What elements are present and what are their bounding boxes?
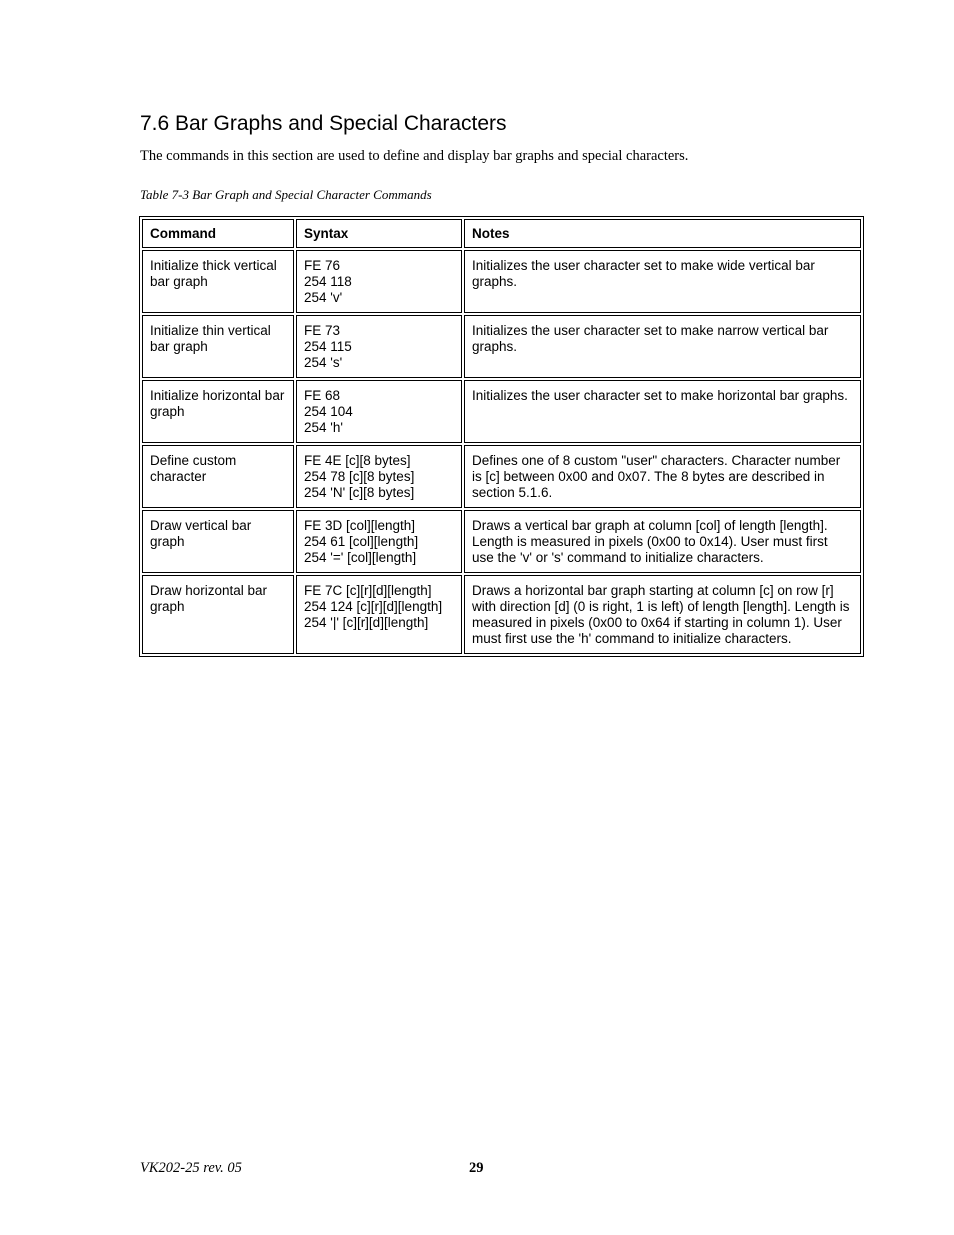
notes-cell: Initializes the user character set to make narrow vertical bar graphs. bbox=[464, 315, 861, 378]
table-row bbox=[142, 315, 861, 378]
syntax-hex: FE 7C [c][r][d][length] bbox=[304, 583, 432, 598]
syntax-decimal: 254 61 [col][length] bbox=[304, 534, 419, 549]
syntax-hex: FE 3D [col][length] bbox=[304, 518, 416, 533]
syntax-cell bbox=[296, 315, 462, 378]
syntax-hex: FE 4E [c][8 bytes] bbox=[304, 453, 411, 468]
syntax-ascii: 254 'h' bbox=[304, 420, 343, 435]
command-cell: Draw horizontal bar graph bbox=[142, 575, 294, 654]
syntax-decimal: 254 78 [c][8 bytes] bbox=[304, 469, 415, 484]
header-notes: Notes bbox=[464, 219, 861, 248]
syntax-ascii: 254 '|' [c][r][d][length] bbox=[304, 615, 429, 630]
syntax-decimal: 254 115 bbox=[304, 339, 352, 354]
syntax-cell bbox=[296, 510, 462, 573]
table-row bbox=[142, 380, 861, 443]
command-table bbox=[139, 216, 864, 657]
syntax-decimal: 254 118 bbox=[304, 274, 352, 289]
notes-cell: Initializes the user character set to make horizontal bar graphs. bbox=[464, 380, 861, 443]
syntax-hex: FE 73 bbox=[304, 323, 341, 338]
command-cell: Define custom character bbox=[142, 445, 294, 508]
command-cell: Initialize horizontal bar graph bbox=[142, 380, 294, 443]
section-intro: The commands in this section are used to define and display bar graphs and special characters. bbox=[140, 148, 689, 164]
syntax-cell bbox=[296, 445, 462, 508]
section-title: 7.6 Bar Graphs and Special Characters bbox=[140, 112, 507, 135]
command-cell: Initialize thin vertical bar graph bbox=[142, 315, 294, 378]
header-command: Command bbox=[142, 219, 294, 248]
syntax-ascii: 254 'v' bbox=[304, 290, 343, 305]
syntax-cell bbox=[296, 250, 462, 313]
table-row bbox=[142, 510, 861, 573]
command-cell: Initialize thick vertical bar graph bbox=[142, 250, 294, 313]
command-cell: Draw vertical bar graph bbox=[142, 510, 294, 573]
syntax-decimal: 254 104 bbox=[304, 404, 353, 419]
syntax-hex: FE 68 bbox=[304, 388, 341, 403]
notes-cell: Draws a vertical bar graph at column [col] of length [length]. Length is measured in pixels (0x00 to 0x14). User must first use the 'v' or 's' command to initialize characters. bbox=[464, 510, 861, 573]
footer-doc-id: VK202-25 rev. 05 bbox=[140, 1160, 242, 1176]
header-syntax: Syntax bbox=[296, 219, 462, 248]
page-number: 29 bbox=[469, 1160, 484, 1176]
notes-cell: Draws a horizontal bar graph starting at column [c] on row [r] with direction [d] (0 is right, 1 is left) of length [length]. Length is measured in pixels (0x00 to 0x64 if starting in column 1). User must first use the 'h' command to initialize characters. bbox=[464, 575, 861, 654]
syntax-ascii: 254 's' bbox=[304, 355, 343, 370]
syntax-ascii: 254 'N' [c][8 bytes] bbox=[304, 485, 415, 500]
syntax-hex: FE 76 bbox=[304, 258, 341, 273]
table-caption: Table 7-3 Bar Graph and Special Character Commands bbox=[140, 187, 432, 202]
table-header-row bbox=[142, 219, 861, 248]
table-row bbox=[142, 575, 861, 654]
notes-cell: Defines one of 8 custom "user" characters. Character number is [c] between 0x00 and 0x07. The 8 bytes are described in section 5.1.6. bbox=[464, 445, 861, 508]
syntax-decimal: 254 124 [c][r][d][length] bbox=[304, 599, 443, 614]
syntax-ascii: 254 '=' [col][length] bbox=[304, 550, 417, 565]
table-row bbox=[142, 445, 861, 508]
syntax-cell bbox=[296, 380, 462, 443]
notes-cell: Initializes the user character set to make wide vertical bar graphs. bbox=[464, 250, 861, 313]
syntax-cell bbox=[296, 575, 462, 654]
table-row bbox=[142, 250, 861, 313]
